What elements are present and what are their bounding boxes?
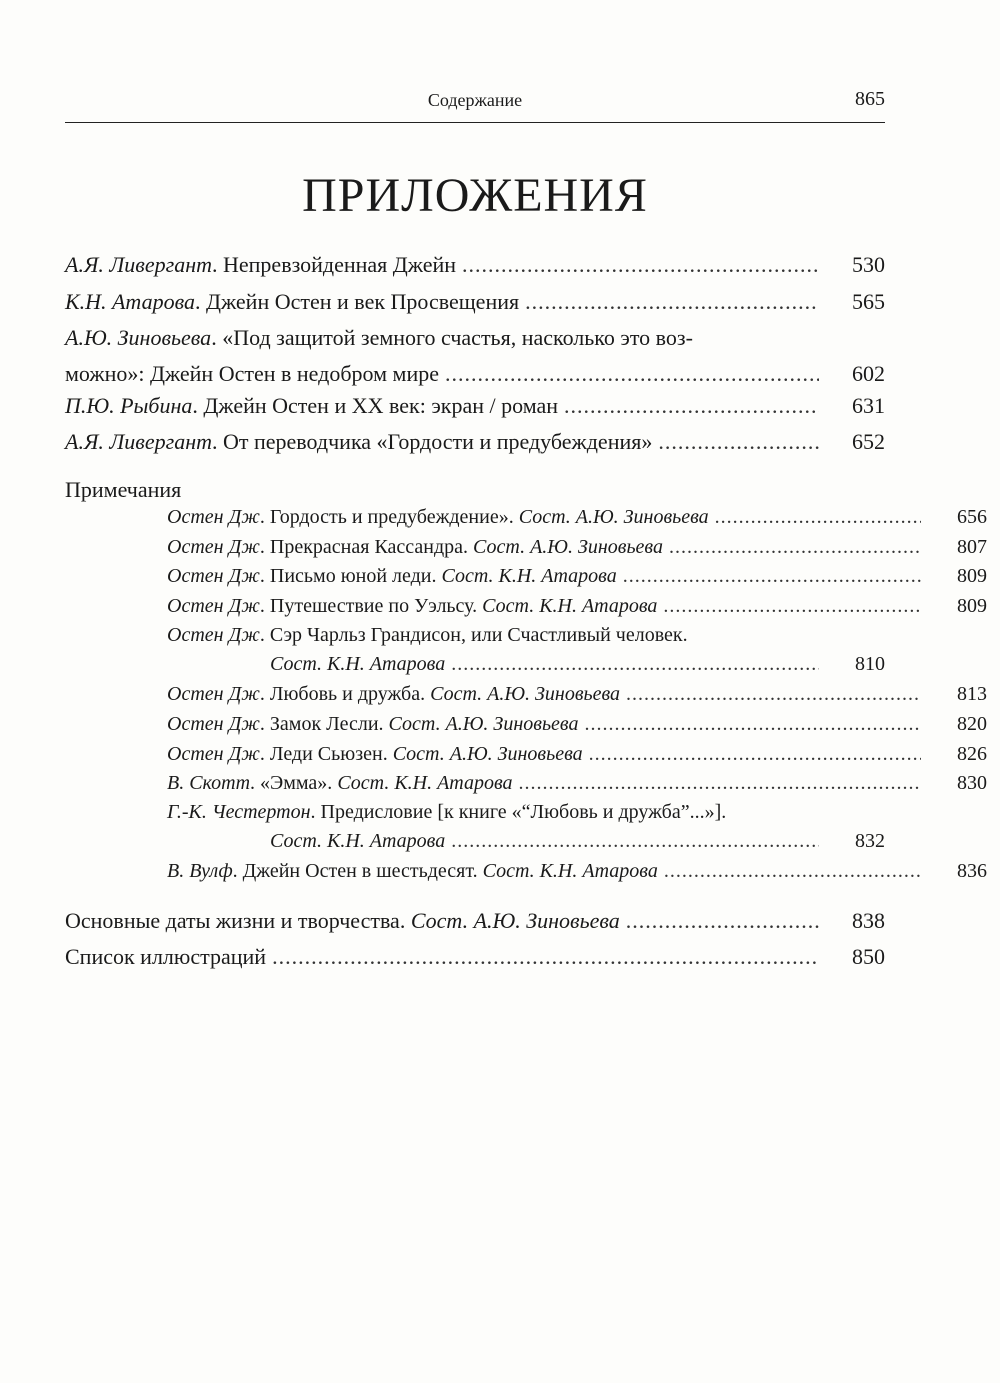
- notes-item[interactable]: [65, 595, 987, 624]
- dot-leader: [623, 565, 921, 588]
- dot-leader: [584, 713, 921, 736]
- entry-title: . Джейн Остен и век Просвещения: [195, 289, 520, 314]
- item-page: 809: [957, 595, 987, 617]
- item-page: 810: [855, 653, 885, 675]
- notes-item[interactable]: [65, 743, 987, 772]
- entry-title: Основные даты жизни и творчества.: [65, 908, 411, 933]
- entry-title-continued: можно»: Джейн Остен в недобром мире: [65, 361, 439, 386]
- notes-item[interactable]: [65, 713, 987, 742]
- notes-item[interactable]: [65, 801, 885, 859]
- item-author: Остен Дж: [167, 713, 260, 735]
- dot-leader: [462, 252, 819, 278]
- entry-title: . «Под защитой земного счастья, насколько это воз-: [211, 325, 693, 350]
- item-title: . Письмо юной леди.: [259, 565, 442, 587]
- item-author: Остен Дж: [167, 506, 260, 528]
- entry-title: . От переводчика «Гордости и предубеждения»: [212, 429, 653, 454]
- running-head: [65, 84, 885, 114]
- item-title: . Предисловие [к книге «“Любовь и дружба”...»].: [310, 801, 727, 823]
- entry-compiler: Сост. А.Ю. Зиновьева: [410, 908, 620, 933]
- item-page: 830: [957, 772, 987, 794]
- page-number: 865: [855, 88, 885, 110]
- item-title: . Сэр Чарльз Грандисон, или Счастливый человек.: [259, 624, 688, 646]
- item-compiler: Сост. А.Ю. Зиновьева: [430, 683, 621, 705]
- dot-leader: [272, 944, 819, 970]
- item-author: Остен Дж: [167, 683, 260, 705]
- toc-entry[interactable]: [65, 289, 885, 325]
- notes-item[interactable]: [65, 565, 987, 594]
- item-page: 820: [957, 713, 987, 735]
- item-compiler: Сост. К.Н. Атарова: [270, 830, 446, 852]
- notes-item[interactable]: [65, 772, 987, 801]
- dot-leader: [525, 289, 819, 315]
- item-compiler: Сост. К.Н. Атарова: [482, 860, 658, 882]
- section-title: ПРИЛОЖЕНИЯ: [302, 169, 648, 222]
- item-compiler: Сост. А.Ю. Зиновьева: [388, 713, 579, 735]
- entry-page: 530: [852, 252, 885, 277]
- toc-entry[interactable]: [65, 429, 885, 465]
- entry-author: А.Я. Ливергант: [65, 429, 212, 454]
- dot-leader: [669, 536, 921, 559]
- notes-heading: Примечания: [65, 477, 182, 502]
- entry-title: . Непревзойденная Джейн: [212, 252, 457, 277]
- item-page: 807: [957, 536, 987, 558]
- item-author: В. Скотт: [167, 772, 251, 794]
- entry-page: 652: [852, 429, 885, 454]
- dot-leader: [626, 683, 921, 706]
- entry-title: . Джейн Остен и XX век: экран / роман: [192, 393, 558, 418]
- toc-entry[interactable]: [65, 944, 885, 980]
- item-author: Остен Дж: [167, 595, 260, 617]
- item-author: Остен Дж: [167, 743, 260, 765]
- dot-leader: [626, 908, 819, 934]
- entry-author: П.Ю. Рыбина: [65, 393, 193, 418]
- item-compiler: Сост. К.Н. Атарова: [337, 772, 513, 794]
- item-compiler: Сост. А.Ю. Зиновьева: [392, 743, 583, 765]
- item-title: . Леди Сьюзен.: [259, 743, 393, 765]
- dot-leader: [445, 361, 819, 387]
- item-page: 813: [957, 683, 987, 705]
- item-author: Г.-К. Честертон: [167, 801, 311, 823]
- item-page: 836: [957, 860, 987, 882]
- item-page: 832: [855, 830, 885, 852]
- item-page: 826: [957, 743, 987, 765]
- notes-item[interactable]: [65, 683, 987, 712]
- toc-entry[interactable]: [65, 393, 885, 429]
- item-compiler: Сост. К.Н. Атарова: [482, 595, 658, 617]
- item-title: . «Эмма».: [250, 772, 338, 794]
- notes-item[interactable]: [65, 506, 987, 535]
- item-compiler: Сост. А.Ю. Зиновьева: [473, 536, 663, 558]
- dot-leader: [519, 772, 921, 795]
- notes-item[interactable]: [65, 860, 987, 889]
- entry-author: К.Н. Атарова: [65, 289, 195, 314]
- item-compiler: Сост. К.Н. Атарова: [270, 653, 446, 675]
- toc-entry[interactable]: [65, 908, 885, 944]
- entry-page: 850: [852, 944, 885, 969]
- item-title: . Путешествие по Уэльсу.: [259, 595, 483, 617]
- item-author: Остен Дж: [167, 536, 260, 558]
- item-page: 656: [957, 506, 987, 528]
- item-title: . Замок Лесли.: [259, 713, 389, 735]
- notes-item[interactable]: [65, 624, 885, 682]
- dot-leader: [589, 743, 921, 766]
- entry-author: А.Ю. Зиновьева: [65, 325, 212, 350]
- item-title: . Гордость и предубеждение».: [259, 506, 519, 528]
- item-compiler: Сост. А.Ю. Зиновьева: [518, 506, 709, 528]
- item-title: . Любовь и дружба.: [259, 683, 431, 705]
- dot-leader: [658, 429, 819, 455]
- dot-leader: [451, 653, 819, 676]
- item-author: В. Вулф: [167, 860, 233, 882]
- toc-entry[interactable]: [65, 325, 885, 397]
- item-author: Остен Дж: [167, 565, 260, 587]
- dot-leader: [663, 595, 921, 618]
- dot-leader: [715, 506, 921, 529]
- item-compiler: Сост. К.Н. Атарова: [441, 565, 617, 587]
- notes-item[interactable]: [65, 536, 987, 565]
- item-page: 809: [957, 565, 987, 587]
- entry-page: 838: [852, 908, 885, 933]
- header-rule: [65, 122, 885, 123]
- dot-leader: [664, 860, 921, 883]
- dot-leader: [451, 830, 819, 853]
- entry-page: 631: [852, 393, 885, 418]
- item-title: . Джейн Остен в шестьдесят.: [232, 860, 483, 882]
- toc-entry[interactable]: [65, 252, 885, 288]
- dot-leader: [564, 393, 819, 419]
- entry-page: 602: [852, 361, 885, 386]
- running-title: Содержание: [427, 90, 523, 110]
- entry-title: Список иллюстраций: [65, 944, 267, 969]
- entry-page: 565: [852, 289, 885, 314]
- entry-author: А.Я. Ливергант: [65, 252, 212, 277]
- item-author: Остен Дж: [167, 624, 260, 646]
- item-title: . Прекрасная Кассандра.: [259, 536, 474, 558]
